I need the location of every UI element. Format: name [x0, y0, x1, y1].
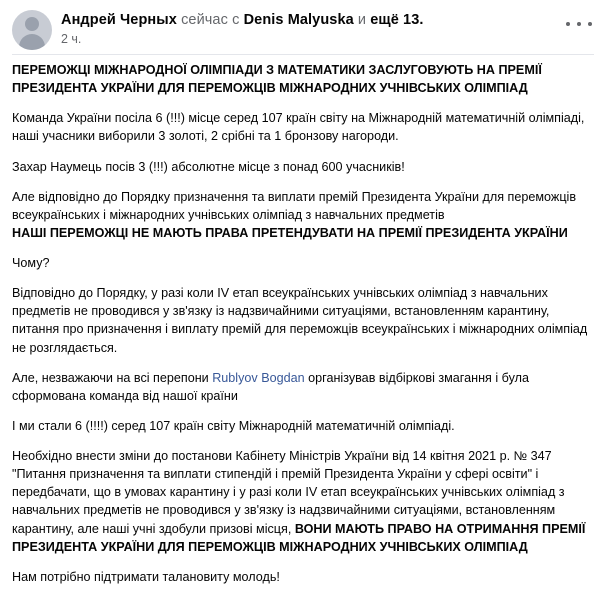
post-paragraph-rules-intro — [12, 188, 594, 242]
avatar[interactable] — [12, 10, 52, 50]
post-paragraph-explanation: Відповідно до Порядку, у разі коли IV етап всеукраїнських учнівських олімпіад з навчальних предметів не проводився у зв'язку із надзвичайними ситуаціями, встановленням карантину, питання про призначення і виплату премій для переможців всеукраїнських і міжнародних олімпіад не розглядається. — [12, 286, 588, 355]
post-paragraph-headline: ПЕРЕМОЖЦІ МІЖНАРОДНОЇ ОЛІМПІАДИ З МАТЕМАТИКИ ЗАСЛУГОВУЮТЬ НА ПРЕМІЇ ПРЕЗИДЕНТА УКРАЇНИ ДЛЯ ПЕРЕМОЖЦІВ МІЖНАРОДНИХ УЧНІВСЬКИХ ОЛІМПІАД — [12, 63, 542, 96]
post-paragraph-proposal — [12, 447, 594, 556]
post-paragraph-closing: Нам потрібно підтримати талановиту молодь! — [12, 569, 280, 584]
proposal-head: Необхідно внести зміни до постанови Кабінету Міністрів України від 14 квітня 2021 р. № 347 "Питання призначення та виплати стипендій і премій Президента України у сфері освіти" і передбачати, що в умовах карантину і у разі коли IV етап всеукраїнських учнівських олімпіад з навчальних предметів не проводився у зв'язку із надзвичайними ситуаціями, встановленням карантину, але наші учні здобули призові місця, — [12, 449, 565, 536]
post-paragraph-individual-result: Захар Наумець посів 3 (!!!) абсолютне місце з понад 600 учасників! — [12, 159, 405, 174]
byline-connector: сейчас с — [181, 12, 240, 28]
organizer-suffix: організував відбіркові змагання і була сформована команда від нашої країни — [12, 370, 529, 403]
post-paragraph-organizer — [12, 369, 594, 405]
profile-link-rublyov-bogdan[interactable]: Rublyov Bogdan — [212, 370, 305, 385]
organizer-prefix: Але, незважаючи на всі перепони — [12, 370, 213, 385]
post-author[interactable]: Андрей Черных — [61, 12, 177, 28]
tagged-person[interactable]: Denis Malyuska — [243, 12, 354, 28]
post-header — [0, 0, 606, 54]
post-paragraph-question: Чому? — [12, 256, 50, 270]
post-body — [0, 55, 606, 596]
post-header-text — [61, 10, 424, 48]
post-paragraph-final-place: І ми стали 6 (!!!!) серед 107 країн світу Міжнародній математичній олімпіаді. — [12, 418, 455, 433]
post-paragraph-team-result: Команда України посіла 6 (!!!) місце серед 107 країн світу на Міжнародній математичній олімпіаді, наші учасники виборили 3 золоті, 2 срібні та 1 бронзову нагороди. — [12, 111, 585, 144]
rules-intro-text: Але відповідно до Порядку призначення та виплати премій Президента України для переможців всеукраїнських і міжнародних учнівських олімпіад з навчальних предметів — [12, 189, 577, 222]
post-timestamp[interactable]: 2 ч. — [61, 32, 82, 47]
rules-intro-emphasis: НАШІ ПЕРЕМОЖЦІ НЕ МАЮТЬ ПРАВА ПРЕТЕНДУВАТИ НА ПРЕМІЇ ПРЕЗИДЕНТА УКРАЇНИ — [12, 225, 568, 240]
byline-and: и — [357, 12, 367, 28]
post-byline — [61, 11, 424, 29]
more-tagged-link[interactable]: ещё 13. — [370, 12, 424, 28]
more-options-icon[interactable] — [566, 16, 592, 32]
proposal-emphasis: ВОНИ МАЮТЬ ПРАВО НА ОТРИМАННЯ ПРЕМІЇ ПРЕЗИДЕНТА УКРАЇНИ ДЛЯ ПЕРЕМОЖЦІВ МІЖНАРОДНИХ УЧНІВСЬКИХ ОЛІМПІАД — [12, 521, 586, 554]
